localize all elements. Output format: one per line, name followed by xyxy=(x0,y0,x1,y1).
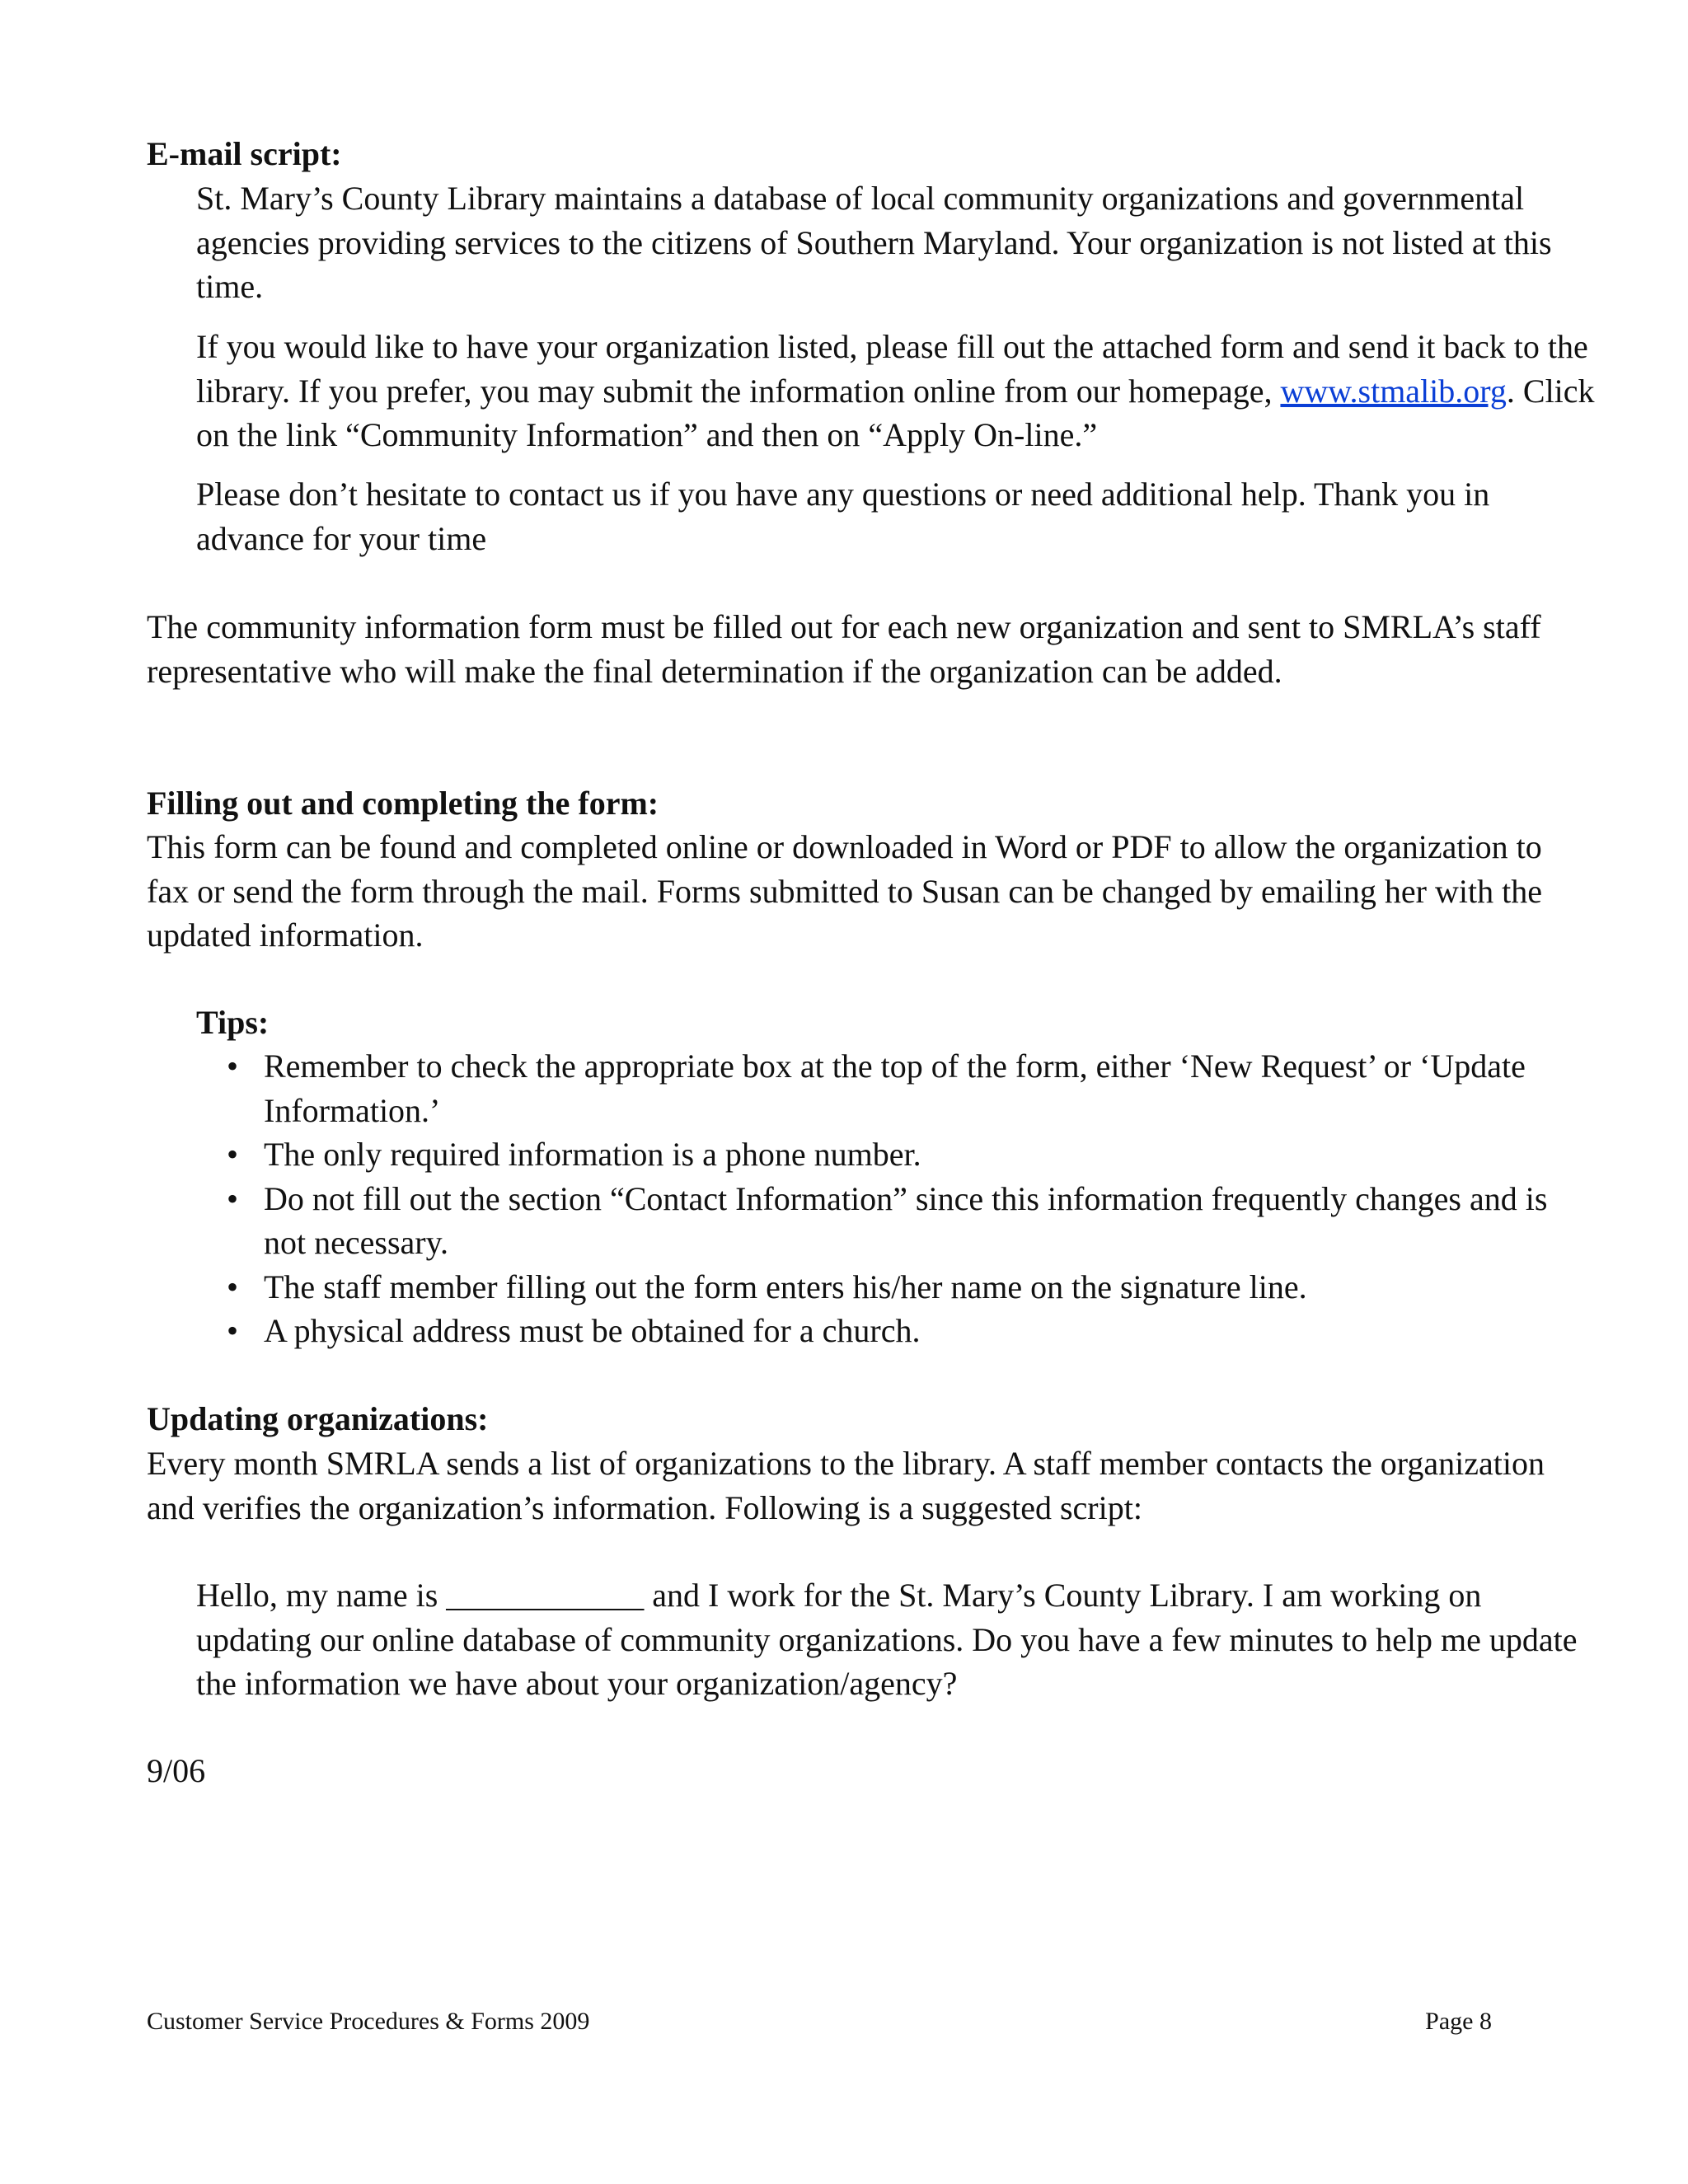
updating-heading: Updating organizations: xyxy=(147,1400,489,1437)
footer-page-number: Page 8 xyxy=(1425,2008,1492,2035)
community-form-note: The community information form must be filled out for each new organization and sent to SMRLA’s staff representative who will make the final determination if the organization can be added. xyxy=(147,608,1541,690)
tips-list-item-5 xyxy=(227,1309,1578,1353)
filling-out-heading: Filling out and completing the form: xyxy=(147,785,659,822)
tips-list-item-4 xyxy=(227,1265,1578,1310)
tips-item-5-text: A physical address must be obtained for a church. xyxy=(264,1312,921,1349)
email-script-paragraph-3: Please don’t hesitate to contact us if you have any questions or need additional help. Thank you in advance for your time xyxy=(196,476,1490,557)
revision-date: 9/06 xyxy=(147,1752,206,1789)
tips-list-item-2 xyxy=(227,1132,1578,1177)
bullet-icon: • xyxy=(227,1179,239,1217)
updating-body: Every month SMRLA sends a list of organizations to the library. A staff member contacts the organization and verifies the organization’s information. Following is a suggested script: xyxy=(147,1445,1545,1526)
bullet-icon: • xyxy=(227,1047,239,1085)
tips-heading: Tips: xyxy=(196,1004,270,1041)
tips-item-3-text: Do not fill out the section “Contact Information” since this information frequently changes and is not necessary. xyxy=(264,1179,1548,1261)
tips-item-2-text: The only required information is a phone number. xyxy=(264,1136,921,1173)
email-script-paragraph-2-text-a: If you would like to have your organization listed, please fill out the attached form and send it back to the library. If you prefer, you may submit the information online from our homepage, xyxy=(196,328,1588,410)
bullet-icon: • xyxy=(227,1268,239,1305)
suggested-script: Hello, my name is ____________ and I work for the St. Mary’s County Library. I am working on updating our online database of community organizations. Do you have a few minutes to help me update the information we have about your organization/agency? xyxy=(196,1577,1578,1702)
bullet-icon: • xyxy=(227,1312,239,1349)
tips-list xyxy=(227,1044,1578,1353)
stmalib-link[interactable]: www.stmalib.org xyxy=(1280,372,1507,410)
tips-list-item-3 xyxy=(227,1177,1578,1265)
email-script-paragraph-1: St. Mary’s County Library maintains a database of local community organizations and governmental agencies providing services to the citizens of Southern Maryland. Your organization is not listed at this time. xyxy=(196,180,1552,305)
filling-out-body: This form can be found and completed online or downloaded in Word or PDF to allow the organization to fax or send the form through the mail. Forms submitted to Susan can be changed by emailing her with the updated information. xyxy=(147,828,1542,954)
footer-title: Customer Service Procedures & Forms 2009 xyxy=(147,2008,590,2035)
tips-item-1-text: Remember to check the appropriate box at the top of the form, either ‘New Request’ or ‘Update Information.’ xyxy=(264,1047,1526,1129)
tips-list-item-1 xyxy=(227,1044,1578,1132)
email-script-paragraph-2-text-b: . Click on the link “Community Information” and then on “Apply On-line.” xyxy=(196,372,1595,453)
email-script-paragraph-2 xyxy=(196,325,1597,457)
email-script-heading: E-mail script: xyxy=(147,135,342,172)
bullet-icon: • xyxy=(227,1136,239,1173)
tips-item-4-text: The staff member filling out the form enters his/her name on the signature line. xyxy=(264,1268,1307,1305)
